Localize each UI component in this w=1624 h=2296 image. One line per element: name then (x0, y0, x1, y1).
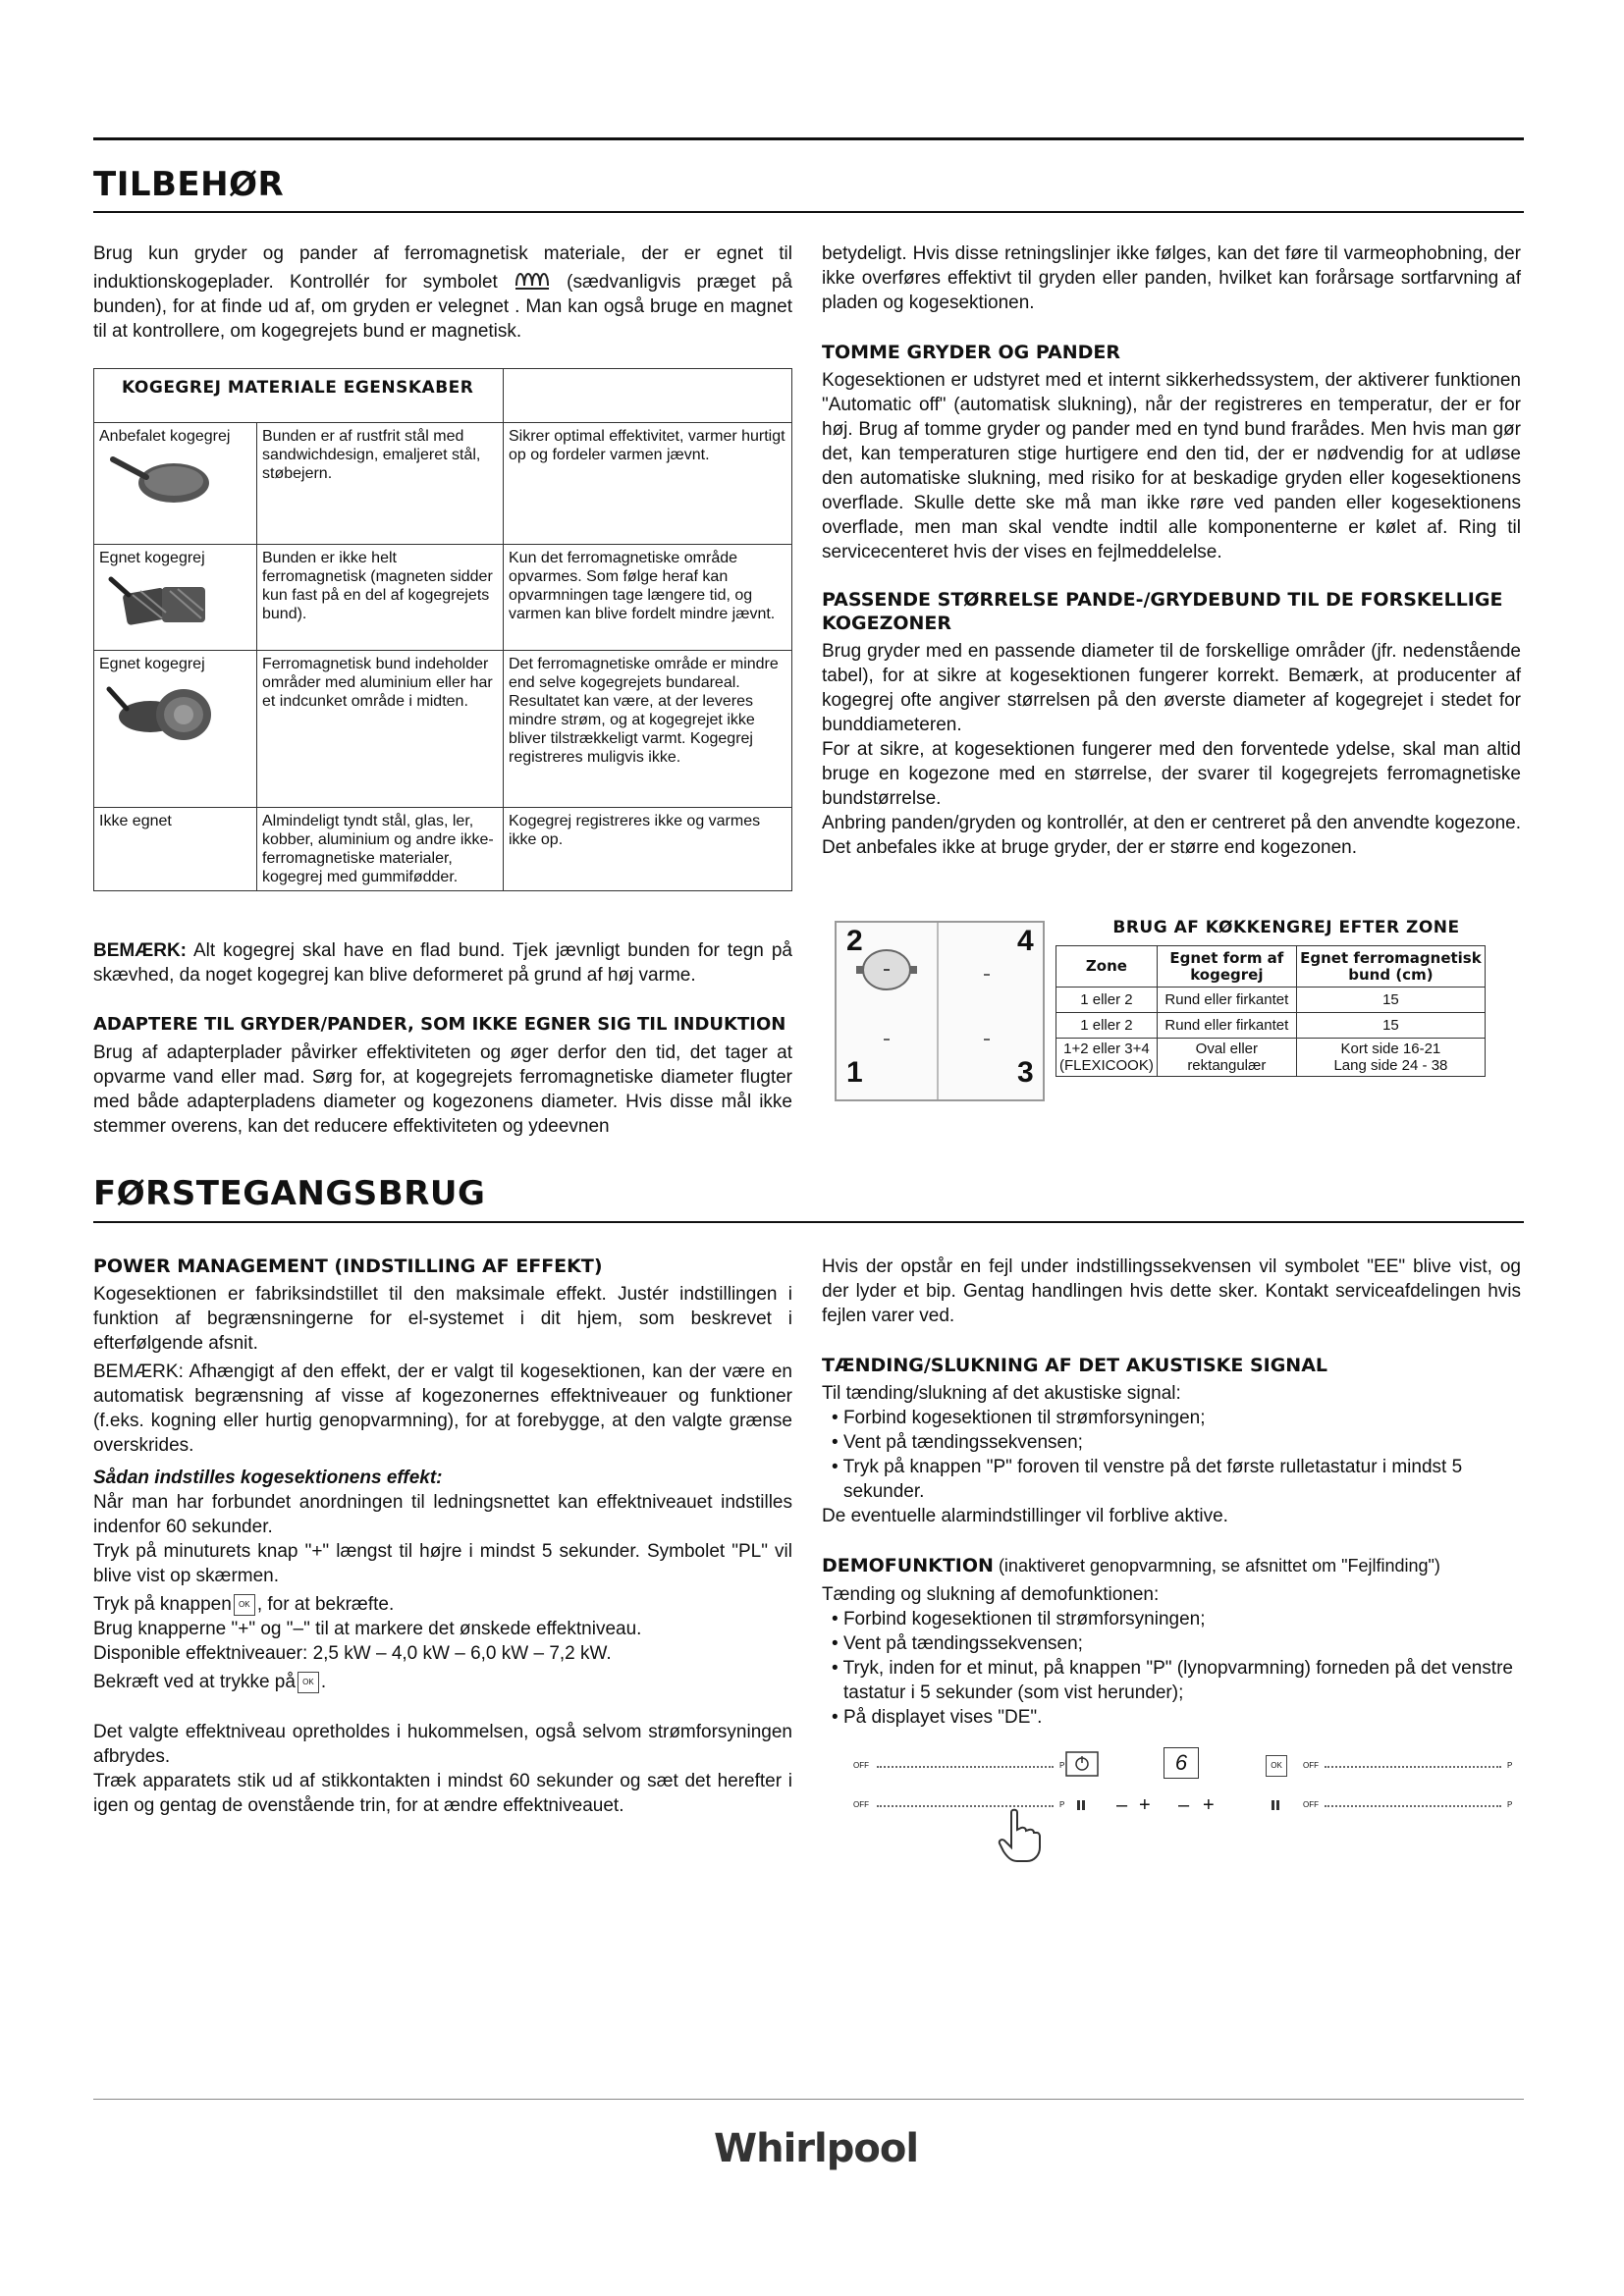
cookware-type: Anbefalet kogegrej (99, 428, 231, 445)
slider-track (1325, 1805, 1501, 1809)
zone-label-3: 3 (1017, 1056, 1034, 1089)
left-lower-block (93, 938, 792, 1139)
power-management-title: POWER MANAGEMENT (INDSTILLING AF EFFEKT) (93, 1255, 603, 1277)
frying-pan-icon (105, 452, 213, 510)
intro-block (93, 241, 792, 344)
timer-minus: – (1116, 1794, 1128, 1816)
pm-subtitle: Sådan indstilles kogesektionens effekt: (93, 1468, 443, 1488)
pm-paragraph-1: Kogesektionen er fabriksindstillet til den maksimale effekt. Justér indstillingen i funktion af begrænsningerne for el-systemet i dit hjem, som beskrevet i efterfølgende afsnit. (93, 1284, 792, 1354)
list-item: • På displayet vises "DE". (822, 1705, 1521, 1730)
section-title-tilbehor: TILBEHØR (93, 165, 285, 204)
slider-track (877, 1766, 1054, 1770)
property-cell: Kun det ferromagnetiske område opvarmes. Som følge heraf kan opvarmningen tage længere tid, og varmen kan blive fordelt mindre jævnt. (504, 545, 792, 651)
off-label: OFF (853, 1800, 869, 1809)
empty-pans-paragraph: Kogesektionen er udstyret med et internt sikkerhedssystem, der aktiverer funktionen "Automatic off" (automatisk slukning), når der registreres en temperatur, der er for høj. Brug af tomme gryder og pander med en tynd bund frarådes. Men hvis man gør det, kan temperaturen stige hurtigere end den tid, der er nødvendig for at udløse den automatiske slukning, med risiko for at beskadige gryden eller kogesektionens overflade. Skulle dette ske må man ikke røre ved panden eller kogesektionens overflade, men man skal vendte indtil alle komponenterne er kølet af. Ring til servicecenteret hvis der vises en fejlmeddelelse. (822, 370, 1521, 562)
pan-size-paragraph-3: Anbring panden/gryden og kontrollér, at den er centreret på den anvendte kogezone. Det anbefales ikke at bruge gryder, der er større end kogezonen. (822, 813, 1521, 858)
brand-logo: Whirlpool (714, 2126, 919, 2171)
material-table-header: KOGEGREJ MATERIALE EGENSKABER (94, 369, 504, 423)
error-paragraph: Hvis der opstår en fejl under indstillingssekvensen vil symbolet "EE" blive vist, og der lyder et bip. Gentag handlingen hvis dette sker. Kontakt serviceafdelingen hvis fejlen varer ved. (822, 1256, 1521, 1326)
table-row (94, 545, 792, 651)
top-rule (93, 137, 1524, 140)
material-cell: Bunden er af rustfrit stål med sandwichdesign, emaljeret stål, støbejern. (257, 423, 504, 545)
grid-icon (1272, 1800, 1281, 1810)
induction-coil-icon (514, 266, 551, 292)
list-item: • Tryk, inden for et minut, på knappen "P" (lynopvarmning) forneden på det venstre tastatur i 5 sekunder (som vist herunder); (822, 1656, 1521, 1705)
table-row (94, 423, 792, 545)
pm-paragraph-2: BEMÆRK: Afhængigt af den effekt, der er valgt til kogesektionen, kan der være en automatisk begrænsning af visse af kogezonernes effektniveauer og funktioner (f.eks. kogning eller hurtig genopvarmning), for at forebygge, at den valgte grænse overskrides. (93, 1362, 792, 1456)
power-icon (1065, 1751, 1099, 1777)
control-panel-bottom-row (839, 1796, 1517, 1818)
pm-paragraph-7: Disponible effektniveauer: 2,5 kW – 4,0 kW – 6,0 kW – 7,2 kW. (93, 1643, 612, 1664)
sound-signal-title: TÆNDING/SLUKNING AF DET AKUSTISKE SIGNAL (822, 1355, 1328, 1376)
ok-button-icon: OK (234, 1594, 255, 1616)
timer-plus: + (1203, 1794, 1215, 1816)
pan-size-title: PASSENDE STØRRELSE PANDE-/GRYDEBUND TIL DE FORSKELLIGE KOGEZONER (822, 589, 1503, 634)
material-cell: Bunden er ikke helt ferromagnetisk (magneten sidder kun fast på en del af kogegrejets bund). (257, 545, 504, 651)
zone-table (1056, 945, 1486, 1077)
zone-label-2: 2 (846, 925, 863, 957)
pm-paragraph-6: Brug knapperne "+" og "–" til at markere det ønskede effektniveau. (93, 1619, 642, 1639)
zone-cell: 1 eller 2 (1056, 1013, 1158, 1039)
demo-steps-list (822, 1607, 1521, 1730)
material-table (93, 368, 792, 891)
cookware-type: Egnet kogegrej (99, 550, 205, 566)
pm-paragraph-4: Tryk på minuturets knap "+" længst til højre i mindst 5 sekunder. Symbolet "PL" vil blive vist op skærmen. (93, 1541, 792, 1586)
size-cell: 15 (1296, 1013, 1485, 1039)
p-label: P (1059, 1800, 1065, 1809)
zone-table-title: BRUG AF KØKKENGREJ EFTER ZONE (1112, 918, 1460, 937)
property-cell: Sikrer optimal effektivitet, varmer hurtigt op og fordeler varmen jævnt. (504, 423, 792, 545)
list-item: • Vent på tændingssekvensen; (822, 1631, 1521, 1656)
off-label: OFF (853, 1761, 869, 1770)
sound-intro: Til tænding/slukning af det akustiske signal: (822, 1383, 1181, 1404)
list-item: • Forbind kogesektionen til strømforsyningen; (822, 1406, 1521, 1430)
off-label: OFF (1303, 1800, 1319, 1809)
cookware-type: Ikke egnet (94, 808, 257, 891)
material-cell: Ferromagnetisk bund indeholder områder med aluminium eller har et indcunket område i midten. (257, 651, 504, 808)
p-label: P (1507, 1800, 1513, 1809)
off-label: OFF (1303, 1761, 1319, 1770)
sound-steps-list (822, 1406, 1521, 1504)
zone-label-4: 4 (1017, 925, 1034, 957)
adapter-paragraph: Brug af adapterplader påvirker effektiviteten og øger derfor den tid, det tager at opvarme vand eller mad. Sørg for, at kogegrejets ferromagnetiske diameter flugter med både adapterpladens diameter og kogezonens diameter. Hvis disse mål ikke stemmer overens, kan det reducere effektiviteten og ydeevnen (93, 1042, 792, 1137)
right-upper-block (822, 241, 1521, 860)
right-intro-paragraph: betydeligt. Hvis disse retningslinjer ikke følges, kan det føre til varmeophobning, der ikke overføres effektivt til gryden eller panden, hvilket kan forårsage sortfarvning af pladen og kogesektionen. (822, 243, 1521, 313)
title-rule (93, 211, 1524, 213)
table-row (1056, 1013, 1486, 1039)
property-cell: Det ferromagnetiske område er mindre end selve kogegrejets bundareal. Resultatet kan være, at der leveres mindre strøm, og at kogegrejet ikke bliver tilstrækkeligt varmt. Kogegrej registreres muligvis ikke. (504, 651, 792, 808)
pm-paragraph-5: Tryk på knappen OK , for at bekræfte. (93, 1594, 395, 1615)
cookware-type: Egnet kogegrej (99, 656, 205, 672)
zone-cell: 1+2 eller 3+4 (FLEXICOOK) (1056, 1039, 1158, 1077)
material-cell: Almindeligt tyndt stål, glas, ler, kobber, aluminium og andre ikke-ferromagnetiske materialer, kogegrej med gummifødder. (257, 808, 504, 891)
shape-header: Egnet form af kogegrej (1157, 946, 1296, 988)
table-row (1056, 988, 1486, 1013)
power-management-block (93, 1255, 792, 1818)
pm-paragraph-9: Det valgte effektniveau opretholdes i hukommelsen, også selvom strømforsyningen afbrydes. (93, 1722, 792, 1767)
slider-track (1325, 1766, 1501, 1770)
timer-display (1164, 1747, 1199, 1779)
section2-rule (93, 1221, 1524, 1223)
adapter-title: ADAPTERE TIL GRYDER/PANDER, SOM IKKE EGNER SIG TIL INDUKTION (93, 1014, 786, 1035)
right-lower-block (822, 1255, 1521, 1730)
timer-plus: + (1139, 1794, 1151, 1816)
pot-icon (854, 946, 919, 993)
table-row (1056, 1039, 1486, 1077)
zone-header: Zone (1056, 946, 1158, 988)
list-item: • Tryk på knappen "P" foroven til venstre på det første rulletastatur i mindst 5 sekunder. (822, 1455, 1521, 1504)
pointing-hand-icon (998, 1808, 1041, 1863)
note-paragraph: BEMÆRK: Alt kogegrej skal have en flad bund. Tjek jævnligt bunden for tegn på skævhed, da noget kogegrej kan blive deformeret på grund af høj varme. (93, 940, 792, 986)
grill-pan-icon (105, 573, 213, 632)
zone-label-1: 1 (846, 1056, 863, 1089)
ok-button-icon: OK (1266, 1755, 1287, 1777)
pm-paragraph-3: Når man har forbundet anordningen til ledningsnettet kan effektniveauet indstilles indenfor 60 sekunder. (93, 1492, 792, 1537)
timer-digit: 6 (1174, 1750, 1188, 1775)
table-row (94, 808, 792, 891)
p-label: P (1059, 1761, 1065, 1770)
shape-cell: Rund eller firkantet (1157, 988, 1296, 1013)
list-item: • Forbind kogesektionen til strømforsyningen; (822, 1607, 1521, 1631)
pan-size-paragraph-2: For at sikre, at kogesektionen fungerer med den forventede ydelse, skal man altid bruge en kogezone med en størrelse, der svarer til kogegrejets ferromagnetiske bundstørrelse. (822, 739, 1521, 809)
base-size-header: Egnet ferromagnetisk bund (cm) (1296, 946, 1485, 988)
footer-rule (93, 2099, 1524, 2100)
pan-with-aluminium-base-icon (105, 679, 218, 748)
demo-title-line: DEMOFUNKTION (inaktiveret genopvarmning, se afsnittet om "Fejlfinding") (822, 1555, 1440, 1576)
pm-paragraph-8: Bekræft ved at trykke på OK . (93, 1672, 327, 1692)
sound-outro: De eventuelle alarmindstillinger vil forblive aktive. (822, 1506, 1228, 1526)
demo-title: DEMOFUNKTION (822, 1555, 994, 1576)
pan-size-paragraph-1: Brug gryder med en passende diameter til de forskellige områder (jfr. nedenstående tabel), for at sikre at kogesektionen fungerer korrekt. Bemærk, at producenter af kogegrej ofte angiver størrelsen på den øverste diameter af kogegrejet i stedet for bunddiameteren. (822, 641, 1521, 735)
section-title-forstegangsbrug: FØRSTEGANGSBRUG (93, 1174, 486, 1213)
property-cell: Kogegrej registreres ikke og varmes ikke op. (504, 808, 792, 891)
size-cell: Kort side 16-21 Lang side 24 - 38 (1296, 1039, 1485, 1077)
p-label: P (1507, 1761, 1513, 1770)
grid-icon (1077, 1800, 1087, 1810)
list-item: • Vent på tændingssekvensen; (822, 1430, 1521, 1455)
timer-minus: – (1178, 1794, 1190, 1816)
shape-cell: Rund eller firkantet (1157, 1013, 1296, 1039)
size-cell: 15 (1296, 988, 1485, 1013)
control-panel-top-row (839, 1750, 1517, 1779)
hob-zone-diagram (835, 921, 1045, 1101)
demo-intro: Tænding og slukning af demofunktionen: (822, 1584, 1160, 1605)
empty-pans-title: TOMME GRYDER OG PANDER (822, 342, 1120, 363)
intro-paragraph: Brug kun gryder og pander af ferromagnetisk materiale, der er egnet til induktionskogeplader. Kontrollér for symbolet (sædvanligvis præget på bunden), for at finde ud af, om gryden er velegnet . Man kan også bruge en magnet til at kontrollere, om kogegrejets bund er magnetisk. (93, 243, 792, 342)
shape-cell: Oval eller rektangulær (1157, 1039, 1296, 1077)
table-row (94, 651, 792, 808)
pm-paragraph-10: Træk apparatets stik ud af stikkontakten i mindst 60 sekunder og sæt det herefter i igen og gentag de ovenstående trin, for at ændre effektniveauet. (93, 1771, 792, 1816)
zone-cell: 1 eller 2 (1056, 988, 1158, 1013)
ok-button-icon: OK (298, 1672, 319, 1693)
